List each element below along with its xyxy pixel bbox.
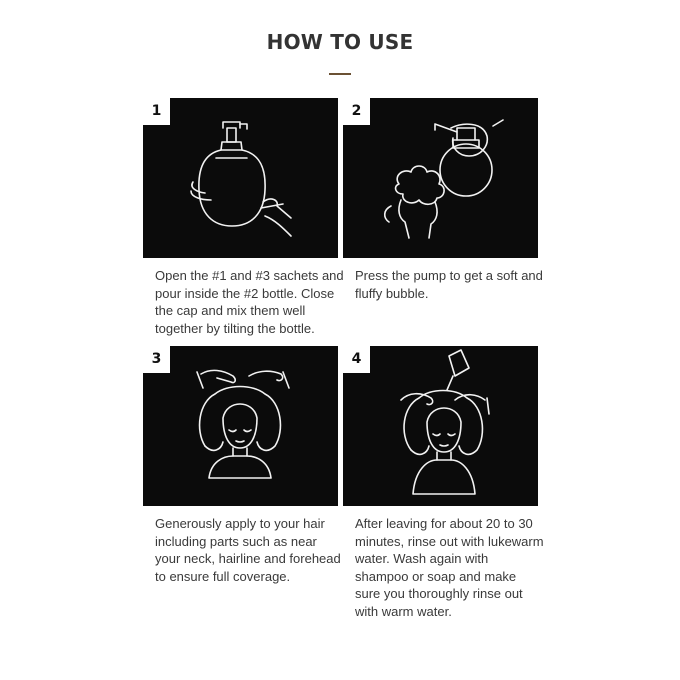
step-3-panel: [143, 346, 338, 506]
rinse-hair-woman-icon: [343, 346, 538, 506]
step-number-badge: 3: [143, 346, 170, 373]
step-number-badge: 2: [343, 98, 370, 125]
step-4-description: After leaving for about 20 to 30 minutes, rinse out with lukewarm water. Wash again with shampoo or soap and make sure you thoroughly rinse out with warm water.: [355, 516, 544, 619]
step-3-description: Generously apply to your hair including parts such as near your neck, hairline and forehead to ensure full coverage.: [155, 516, 341, 584]
step-1-description: Open the #1 and #3 sachets and pour inside the #2 bottle. Close the cap and mix them well together by tilting the bottle.: [155, 268, 344, 336]
apply-hair-woman-icon: [143, 346, 338, 506]
step-4-panel: [343, 346, 538, 506]
step-2-description: Press the pump to get a soft and fluffy bubble.: [355, 268, 543, 301]
step-1-panel: [143, 98, 338, 258]
page-title: HOW TO USE: [266, 30, 414, 54]
pump-bottle-mixing-icon: [143, 98, 338, 258]
pump-foam-hand-icon: [343, 98, 538, 258]
step-2-panel: [343, 98, 538, 258]
step-number-badge: 1: [143, 98, 170, 125]
step-number-badge: 4: [343, 346, 370, 373]
title-divider: [329, 73, 351, 75]
